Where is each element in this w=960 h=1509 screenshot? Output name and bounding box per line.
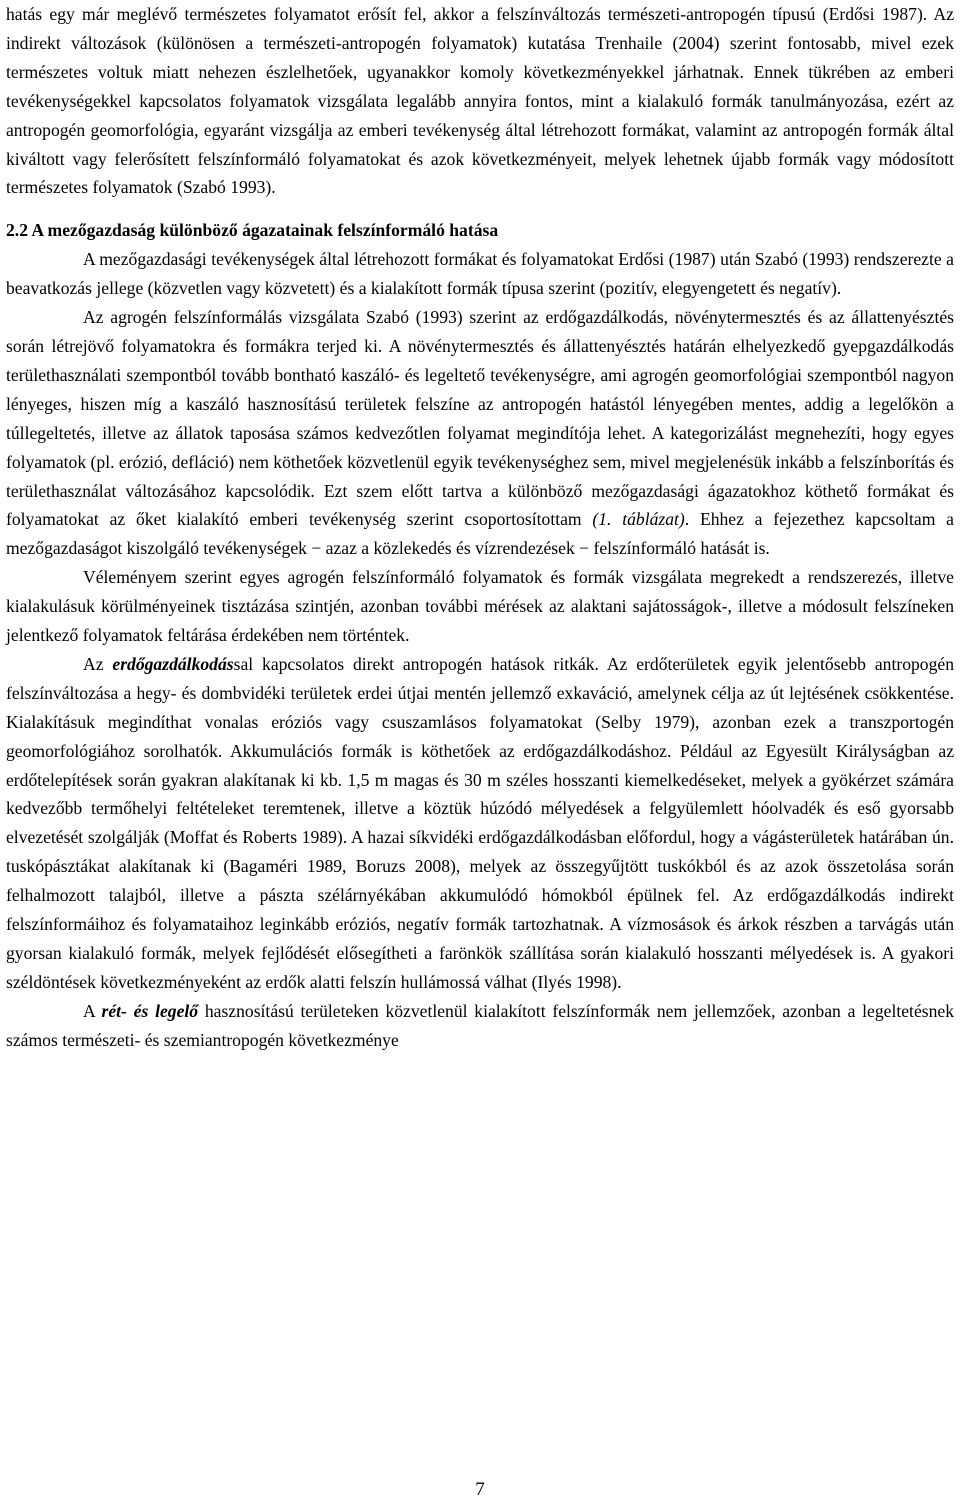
paragraph-pasture — [6, 997, 954, 1055]
paragraph-classification: A mezőgazdasági tevékenységek által létrehozott formákat és folyamatokat Erdősi (1987) után Szabó (1993) rendszerezte a beavatkozás jellege (közvetlen vagy közvetett) és a kialakított formák típusa szerint (pozitív, elegyengetett és negatív). — [6, 249, 954, 299]
text-run: Az — [83, 653, 113, 674]
paragraph-intro: hatás egy már meglévő természetes folyamatot erősít fel, akkor a felszínváltozás természeti-antropogén típusú (Erdősi 1987). Az indirekt változások (különösen a természeti-antropogén folyamatok) kutatása Trenhaile (2004) szerint fontosabb, mivel ezek természetes voltuk miatt nehezen észlelhetőek, ugyanakkor komoly következményekkel járhatnak. Ennek tükrében az emberi tevékenységekkel kapcsolatos folyamatok vizsgálata legalább annyira fontos, mint a kialakuló formák tanulmányozása, ezért az antropogén geomorfológia, egyaránt vizsgálja az emberi tevékenység által létrehozott formákat, valamint az antropogén formák által kiváltott vagy felerősített felszínformáló folyamatokat és azok következményeit, melyek lehetnek újabb formák vagy módosított természetes folyamatok (Szabó 1993). — [6, 4, 954, 198]
text-run: Az agrogén felszínformálás vizsgálata Szabó (1993) szerint az erdőgazdálkodás, növénytermesztés és az állattenyésztés során létrejövő folyamatokra és formákra terjed ki. A növénytermesztés és állattenyésztés határán elhelyezkedő gyepgazdálkodás területhasználati szempontból tovább bontható kaszáló- és legeltető tevékenységre, ami agrogén geomorfológiai szempontból nagyon lényeges, hiszen míg a kaszáló hasznosítású területek felszíne az antropogén hatástól lényegében mentes, addig a legelőkön a túllegeltetés, illetve az állatok taposása számos kedvezőtlen folyamat megindítója lehet. A kategorizálást megnehezíti, hogy egyes folyamatok (pl. erózió, defláció) nem köthetőek közvetlenül egyik tevékenységhez sem, mivel megjelenésük inkább a felszínborítás és területhasználat változásához kapcsolódik. Ezt szem előtt tartva a különböző mezőgazdasági ágazatokhoz köthető formákat és folyamatokat az őket kialakító emberi tevékenység szerint csoportosítottam — [6, 307, 954, 530]
text-run: hasznosítású területeken közvetlenül kialakított felszínformák nem jellemzőek, azonban a legeltetésnek számos természeti- és szemiantropogén következménye — [6, 1000, 955, 1050]
emphasis-term: erdőgazdálkodás — [112, 653, 234, 674]
emphasis-term: rét- és legelő — [101, 1000, 199, 1021]
section-heading: 2.2 A mezőgazdaság különböző ágazatainak felszínformáló hatása — [6, 220, 499, 241]
document-page — [6, 0, 954, 1055]
page-number: 7 — [475, 1479, 485, 1500]
table-reference: (1. táblázat) — [592, 509, 685, 530]
text-run: A — [83, 1000, 102, 1021]
paragraph-opinion: Véleményem szerint egyes agrogén felszínformáló folyamatok és formák vizsgálata megrekedt a rendszerezés, illetve kialakulásuk körülményeinek tisztázása szintjén, azonban további mérések az alaktani sajátosságok-, illetve a módosult felszíneken jelentkező folyamatok feltárása érdekében nem történtek. — [6, 567, 954, 646]
paragraph-forestry — [6, 650, 954, 997]
text-run: sal kapcsolatos direkt antropogén hatások ritkák. Az erdőterületek egyik jelentősebb antropogén felszínváltozása a hegy- és dombvidéki területek erdei útjai mentén jellemző exkaváció, amelynek célja az út lejtésének csökkentése. Kialakításuk megindíthat vonalas eróziós vagy csuszamlásos folyamatokat (Selby 1979), azonban ezek a transzportogén geomorfológiához sorolhatók. Akkumulációs formák is köthetőek az erdőgazdálkodáshoz. Például az Egyesült Királyságban az erdőtelepítések során gyakran alakítanak ki kb. 1,5 m magas és 30 m széles hosszanti kiemelkedéseket, melyek a gyökérzet számára kedvezőbb termőhelyi feltételeket teremtenek, illetve a köztük húzódó mélyedések a felgyülemlett hóolvadék és eső gyorsabb elvezetését szolgálják (Moffat és Roberts 1989). A hazai síkvidéki erdőgazdálkodásban előfordul, hogy a vágásterületek határában ún. tuskópásztákat alakítanak ki (Bagaméri 1989, Boruzs 2008), melyek az összegyűjtött tuskókból és az azok összetolása során felhalmozott talajból, illetve a pászta szélárnyékában akkumulódó hómokból épülnek fel. Az erdőgazdálkodás indirekt felszínformáihoz és folyamataihoz leginkább eróziós, negatív formák tartozhatnak. A vízmosások és árkok részben a tarvágás után gyorsan kialakuló formák, melyek fejlődését elősegítheti a farönkök szállítása során kialakuló hosszanti mélyedések is. A gyakori széldöntések következményeként az erdők alatti felszín hullámossá válhat (Ilyés 1998). — [6, 653, 954, 992]
paragraph-agrogen — [6, 303, 954, 563]
text-run: . Ehhez a fejezethez kapcsoltam a mezőgazdaságot kiszolgáló tevékenységek − azaz a közlekedés és vízrendezések − felszínformáló hatását is. — [6, 509, 954, 559]
